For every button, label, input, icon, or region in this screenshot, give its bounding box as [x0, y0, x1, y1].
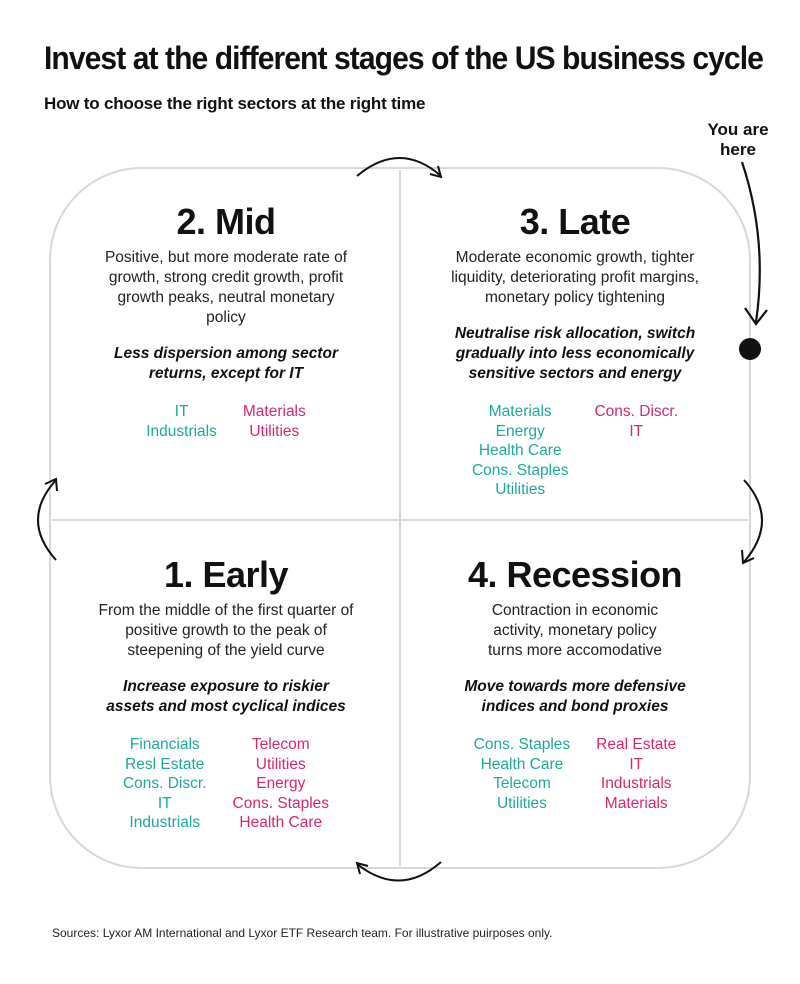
sector-item: Utilities — [495, 481, 546, 498]
underweight-sectors — [594, 402, 678, 500]
sector-lists — [66, 735, 386, 833]
underweight-sectors — [233, 735, 330, 833]
quadrant-recession — [415, 553, 735, 813]
sector-lists — [415, 402, 735, 500]
quadrant-heading: 1. Early — [163, 554, 289, 595]
sources-note: Sources: Lyxor AM International and Lyxor ETF Research team. For illustrative puirposes only. — [52, 926, 553, 940]
sector-item: Materials — [604, 794, 668, 812]
sector-item: Health Care — [239, 814, 323, 831]
page-title: Invest at the different stages of the US business cycle — [44, 40, 763, 76]
sector-lists — [66, 402, 386, 441]
sector-item: Real Estate — [596, 736, 677, 753]
sector-item: IT — [157, 794, 172, 812]
sector-item: Telecom — [493, 775, 551, 792]
you-are-here-dot — [739, 338, 761, 360]
sector-item: Materials — [488, 403, 552, 420]
you-are-here-label: You are here — [707, 120, 769, 159]
quadrant-late — [415, 200, 735, 500]
sector-item: Cons. Staples — [471, 461, 569, 479]
quadrant-strategy: Increase exposure to riskier assets and most cyclical indices — [106, 678, 346, 715]
sector-item: Cons. Discr. — [594, 403, 679, 420]
sector-item: Industrials — [600, 775, 672, 792]
quadrant-strategy: Less dispersion among sector returns, except for IT — [114, 345, 338, 382]
sector-item: Resl Estate — [125, 755, 205, 773]
quadrant-heading: 3. Late — [519, 201, 631, 242]
you-are-here-arrow-icon — [742, 162, 767, 324]
underweight-sectors — [596, 735, 676, 813]
page-subtitle: How to choose the right sectors at the right time — [44, 94, 426, 113]
sector-item: Utilities — [249, 422, 300, 440]
sector-item: Utilities — [255, 755, 306, 773]
quadrant-description: Contraction in economic activity, monetary policy turns more accomodative — [487, 602, 663, 659]
sector-item: Health Care — [478, 442, 562, 459]
sector-lists — [415, 735, 735, 813]
sector-item: Telecom — [251, 736, 310, 753]
sector-item: IT — [174, 403, 189, 420]
sector-item: Utilities — [496, 794, 547, 812]
quadrant-description: Positive, but more moderate rate of growth, strong credit growth, profit growth peaks, neutral monetary policy — [104, 249, 348, 326]
sector-item: Health Care — [480, 755, 564, 773]
overweight-sectors — [123, 735, 207, 833]
quadrant-heading: 4. Recession — [467, 554, 683, 595]
sector-item: Industrials — [129, 814, 201, 831]
quadrant-mid — [66, 200, 386, 441]
sector-item: Materials — [242, 403, 306, 420]
quadrant-heading: 2. Mid — [176, 201, 276, 242]
underweight-sectors — [243, 402, 306, 441]
quadrant-description: Moderate economic growth, tighter liquidity, deteriorating profit margins, monetary policy tightening — [451, 249, 699, 306]
overweight-sectors — [474, 735, 571, 813]
quadrant-early — [66, 553, 386, 833]
sector-item: Cons. Discr. — [122, 775, 207, 792]
quadrant-strategy: Move towards more defensive indices and bond proxies — [464, 678, 686, 715]
quadrant-description: From the middle of the first quarter of positive growth to the peak of steepening of the yield curve — [98, 602, 354, 659]
sector-item: Energy — [256, 775, 306, 792]
sector-item: Cons. Staples — [232, 794, 330, 812]
sector-item: Energy — [495, 422, 545, 440]
overweight-sectors — [472, 402, 569, 500]
quadrant-strategy: Neutralise risk allocation, switch gradually into less economically sensitive sectors and energy — [454, 325, 696, 382]
sector-item: Industrials — [146, 422, 217, 440]
sector-item: IT — [629, 755, 644, 773]
sector-item: IT — [629, 422, 644, 440]
sector-item: Financials — [129, 736, 200, 753]
cycle-arrow-right-icon — [742, 480, 762, 563]
overweight-sectors — [146, 402, 217, 441]
sector-item: Cons. Staples — [473, 736, 571, 753]
